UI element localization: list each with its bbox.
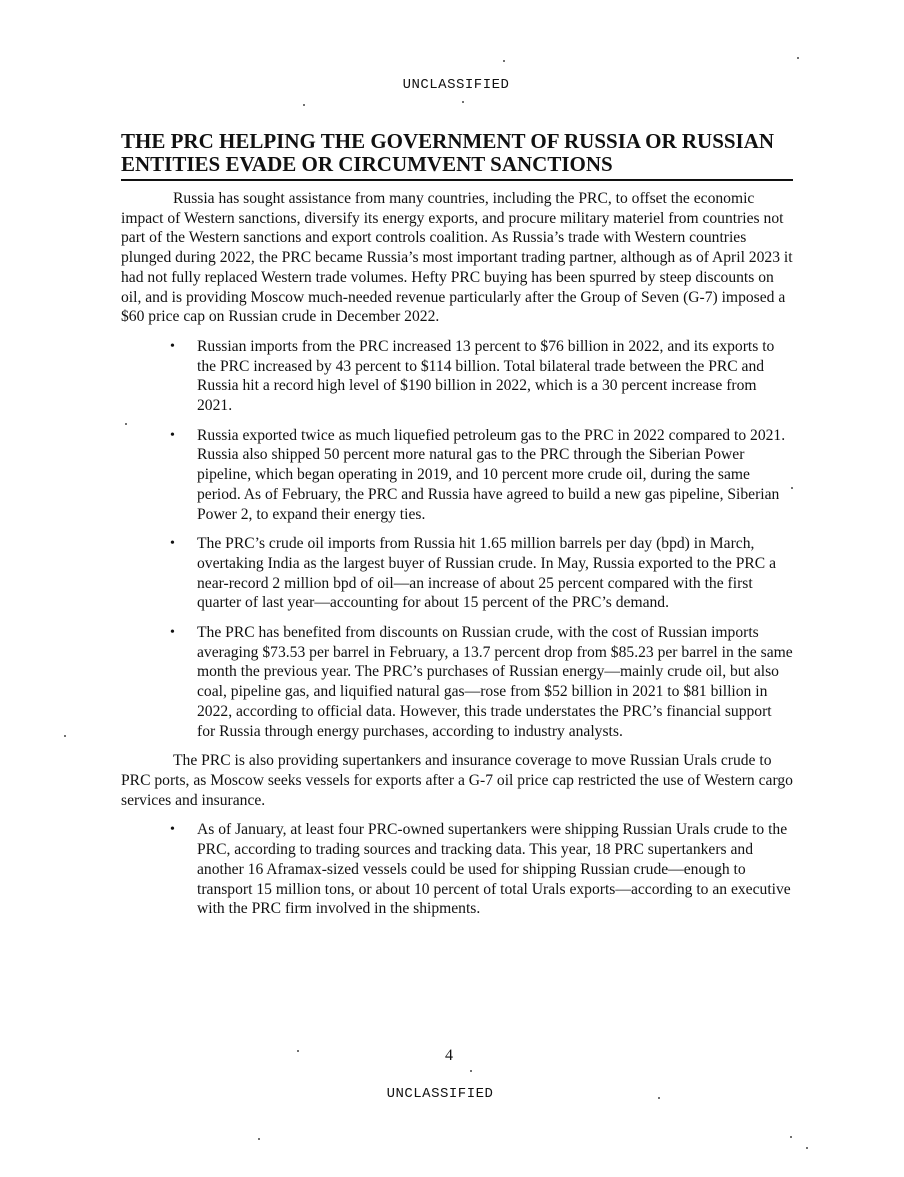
scan-speck bbox=[470, 1070, 472, 1072]
scan-speck bbox=[658, 1097, 660, 1099]
bullet-text: As of January, at least four PRC-owned supertankers were shipping Russian Urals crude to the PRC, according to trading sources and tracking data. This year, 18 PRC supertankers and another 16 Aframax-sized vessels could be used for shipping Russian crude—enough to transport 15 million tons, or about 10 percent of total Urals exports—according to an executive with the PRC firm involved in the shipments. bbox=[197, 821, 791, 918]
bullet-icon: • bbox=[170, 625, 175, 641]
scan-speck bbox=[806, 1147, 808, 1149]
bullet-icon: • bbox=[170, 427, 175, 443]
bullet-text: Russia exported twice as much liquefied petroleum gas to the PRC in 2022 compared to 2021. Russia also shipped 50 percent more natural gas to the PRC through the Siberian Power pipeline, which began operating in 2019, and 10 percent more crude oil, during the same period. As of February, the PRC and Russia have agreed to build a new gas pipeline, Siberian Power 2, to expand their energy ties. bbox=[197, 426, 786, 523]
page-number: 4 bbox=[445, 1047, 453, 1064]
bullet-item bbox=[170, 337, 793, 416]
shipping-bullet-list bbox=[121, 820, 793, 919]
document-body bbox=[121, 189, 793, 929]
scan-speck bbox=[297, 1050, 299, 1052]
bullet-text: The PRC’s crude oil imports from Russia hit 1.65 million barrels per day (bpd) in March, overtaking India as the largest buyer of Russian crude. In May, Russia exported to the PRC a near-record 2 million bpd of oil—an increase of about 25 percent compared with the first quarter of last year—accounting for about 15 percent of the PRC’s demand. bbox=[197, 535, 777, 612]
bullet-text: Russian imports from the PRC increased 13 percent to $76 billion in 2022, and its exports to the PRC increased by 43 percent to $114 billion. Total bilateral trade between the PRC and Russia hit a record high level of $190 billion in 2022, which is a 30 percent increase from 2021. bbox=[197, 337, 775, 415]
bullet-icon: • bbox=[170, 822, 175, 838]
bullet-item bbox=[170, 534, 793, 613]
scan-speck bbox=[790, 1136, 792, 1138]
bullet-item bbox=[170, 820, 793, 919]
bullet-text: The PRC has benefited from discounts on Russian crude, with the cost of Russian imports averaging $73.53 per barrel in February, a 13.7 percent drop from $85.23 per barrel in the same month the previous year. The PRC’s purchases of Russian energy—mainly crude oil, but also coal, pipeline gas, and liquified natural gas—rose from $52 billion in 2021 to $81 billion in 2022, according to official data. However, this trade understates the PRC’s financial support for Russia through energy purchases, according to industry analysts. bbox=[197, 624, 793, 740]
shipping-paragraph: The PRC is also providing supertankers and insurance coverage to move Russian Urals crude to PRC ports, as Moscow seeks vessels for exports after a G-7 oil price cap restricted the use of Western cargo services and insurance. bbox=[121, 752, 793, 809]
bullet-icon: • bbox=[170, 536, 175, 552]
scan-speck bbox=[462, 101, 464, 103]
bullet-item bbox=[170, 426, 793, 525]
scan-speck bbox=[791, 487, 793, 489]
scan-speck bbox=[125, 423, 127, 425]
trade-bullet-list bbox=[121, 337, 793, 741]
scan-speck bbox=[503, 60, 505, 62]
scan-speck bbox=[303, 104, 305, 106]
scan-speck bbox=[797, 57, 799, 59]
scan-speck bbox=[258, 1138, 260, 1140]
bullet-item bbox=[170, 623, 793, 741]
classification-footer: UNCLASSIFIED bbox=[386, 1086, 494, 1102]
intro-paragraph: Russia has sought assistance from many countries, including the PRC, to offset the economic impact of Western sanctions, diversify its energy exports, and procure military materiel from countries not part of the Western sanctions and export controls coalition. As Russia’s trade with Western countries plunged during 2022, the PRC became Russia’s most important trading partner, although as of April 2023 it had not fully replaced Western trade volumes. Hefty PRC buying has been spurred by steep discounts on oil, and is providing Moscow much-needed revenue particularly after the Group of Seven (G-7) imposed a $60 price cap on Russian crude in December 2022. bbox=[121, 190, 793, 326]
scan-speck bbox=[64, 735, 66, 737]
bullet-icon: • bbox=[170, 338, 175, 354]
section-heading: THE PRC HELPING THE GOVERNMENT OF RUSSIA OR RUSSIAN ENTITIES EVADE OR CIRCUMVENT SANCTIONS bbox=[121, 130, 793, 181]
classification-header: UNCLASSIFIED bbox=[402, 77, 510, 93]
